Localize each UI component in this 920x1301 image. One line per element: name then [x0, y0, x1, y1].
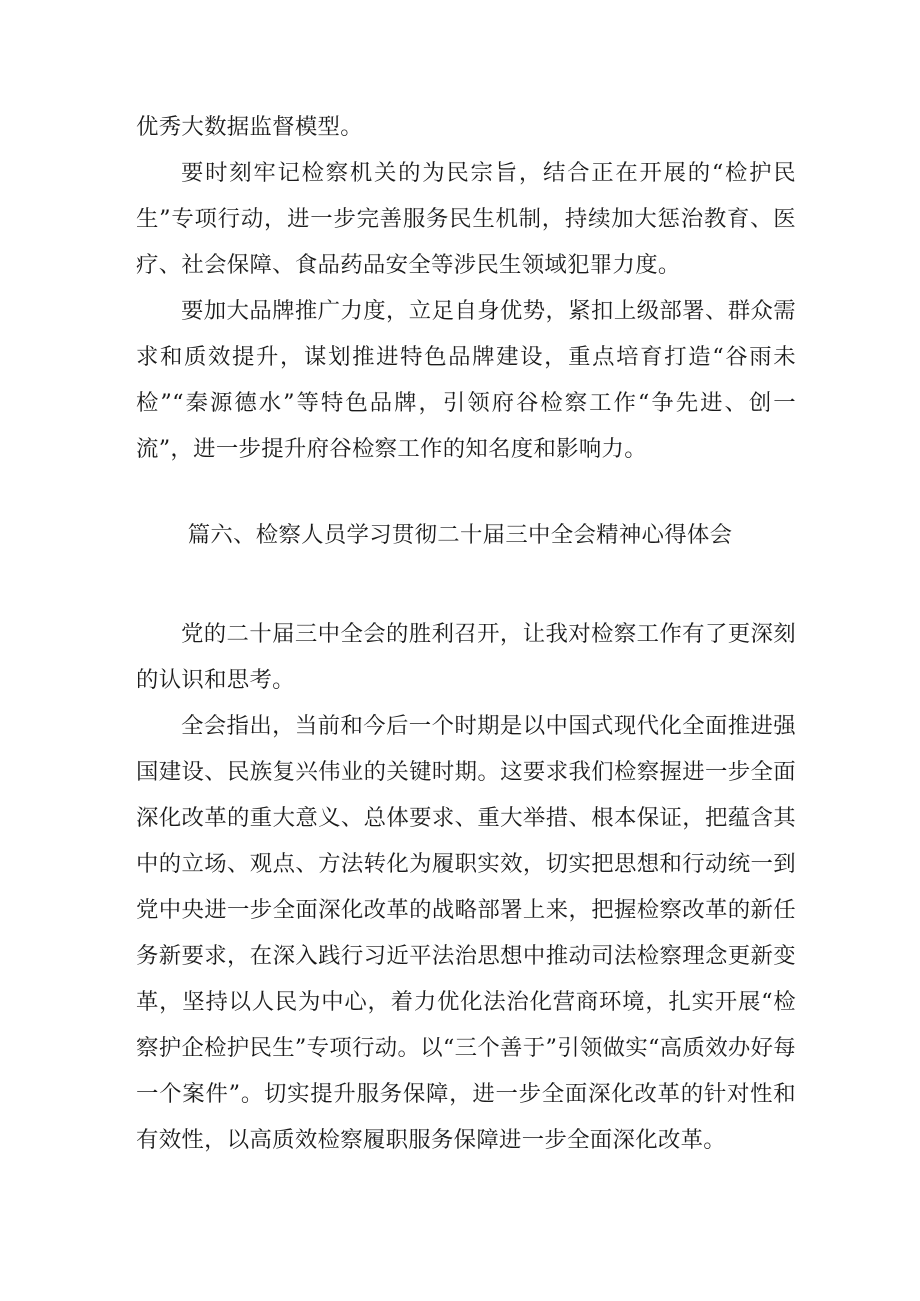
paragraph-plenary-instructions: 全会指出，当前和今后一个时期是以中国式现代化全面推进强国建设、民族复兴伟业的关键时期。这要求我们检察握进一步全面深化改革的重大意义、总体要求、重大举措、根本保证，把蕴含其中的立场、观点、方法转化为履职实效，切实把思想和行动统一到党中央进一步全面深化改革的战略部署上来，把握检察改革的新任务新要求，在深入践行习近平法治思想中推动司法检察理念更新变革，坚持以人民为中心，着力优化法治化营商环境，扎实开展“检察护企检护民生”专项行动。以“三个善于”引领做实“高质效办好每一个案件”。切实提升服务保障，进一步全面深化改革的针对性和有效性，以高质效检察履职服务保障进一步全面深化改革。 — [136, 713, 796, 1153]
paragraph-people-livelihood: 要时刻牢记检察机关的为民宗旨，结合正在开展的“检护民生”专项行动，进一步完善服务民生机制，持续加大惩治教育、医疗、社会保障、食品药品安全等涉民生领域犯罪力度。 — [136, 160, 796, 278]
paragraph-brand-promotion: 要加大品牌推广力度，立足自身优势，紧扣上级部署、群众需求和质效提升，谋划推进特色品牌建设，重点培育打造“谷雨未检”“秦源德水”等特色品牌，引领府谷检察工作“争先进、创一流”，进一步提升府谷检察工作的知名度和影响力。 — [136, 298, 796, 462]
paragraph-plenary-session: 党的二十届三中全会的胜利召开，让我对检察工作有了更深刻的认识和思考。 — [136, 621, 796, 693]
section-heading: 篇六、检察人员学习贯彻二十届三中全会精神心得体会 — [187, 522, 733, 548]
continuation-paragraph: 优秀大数据监督模型。 — [136, 114, 363, 140]
